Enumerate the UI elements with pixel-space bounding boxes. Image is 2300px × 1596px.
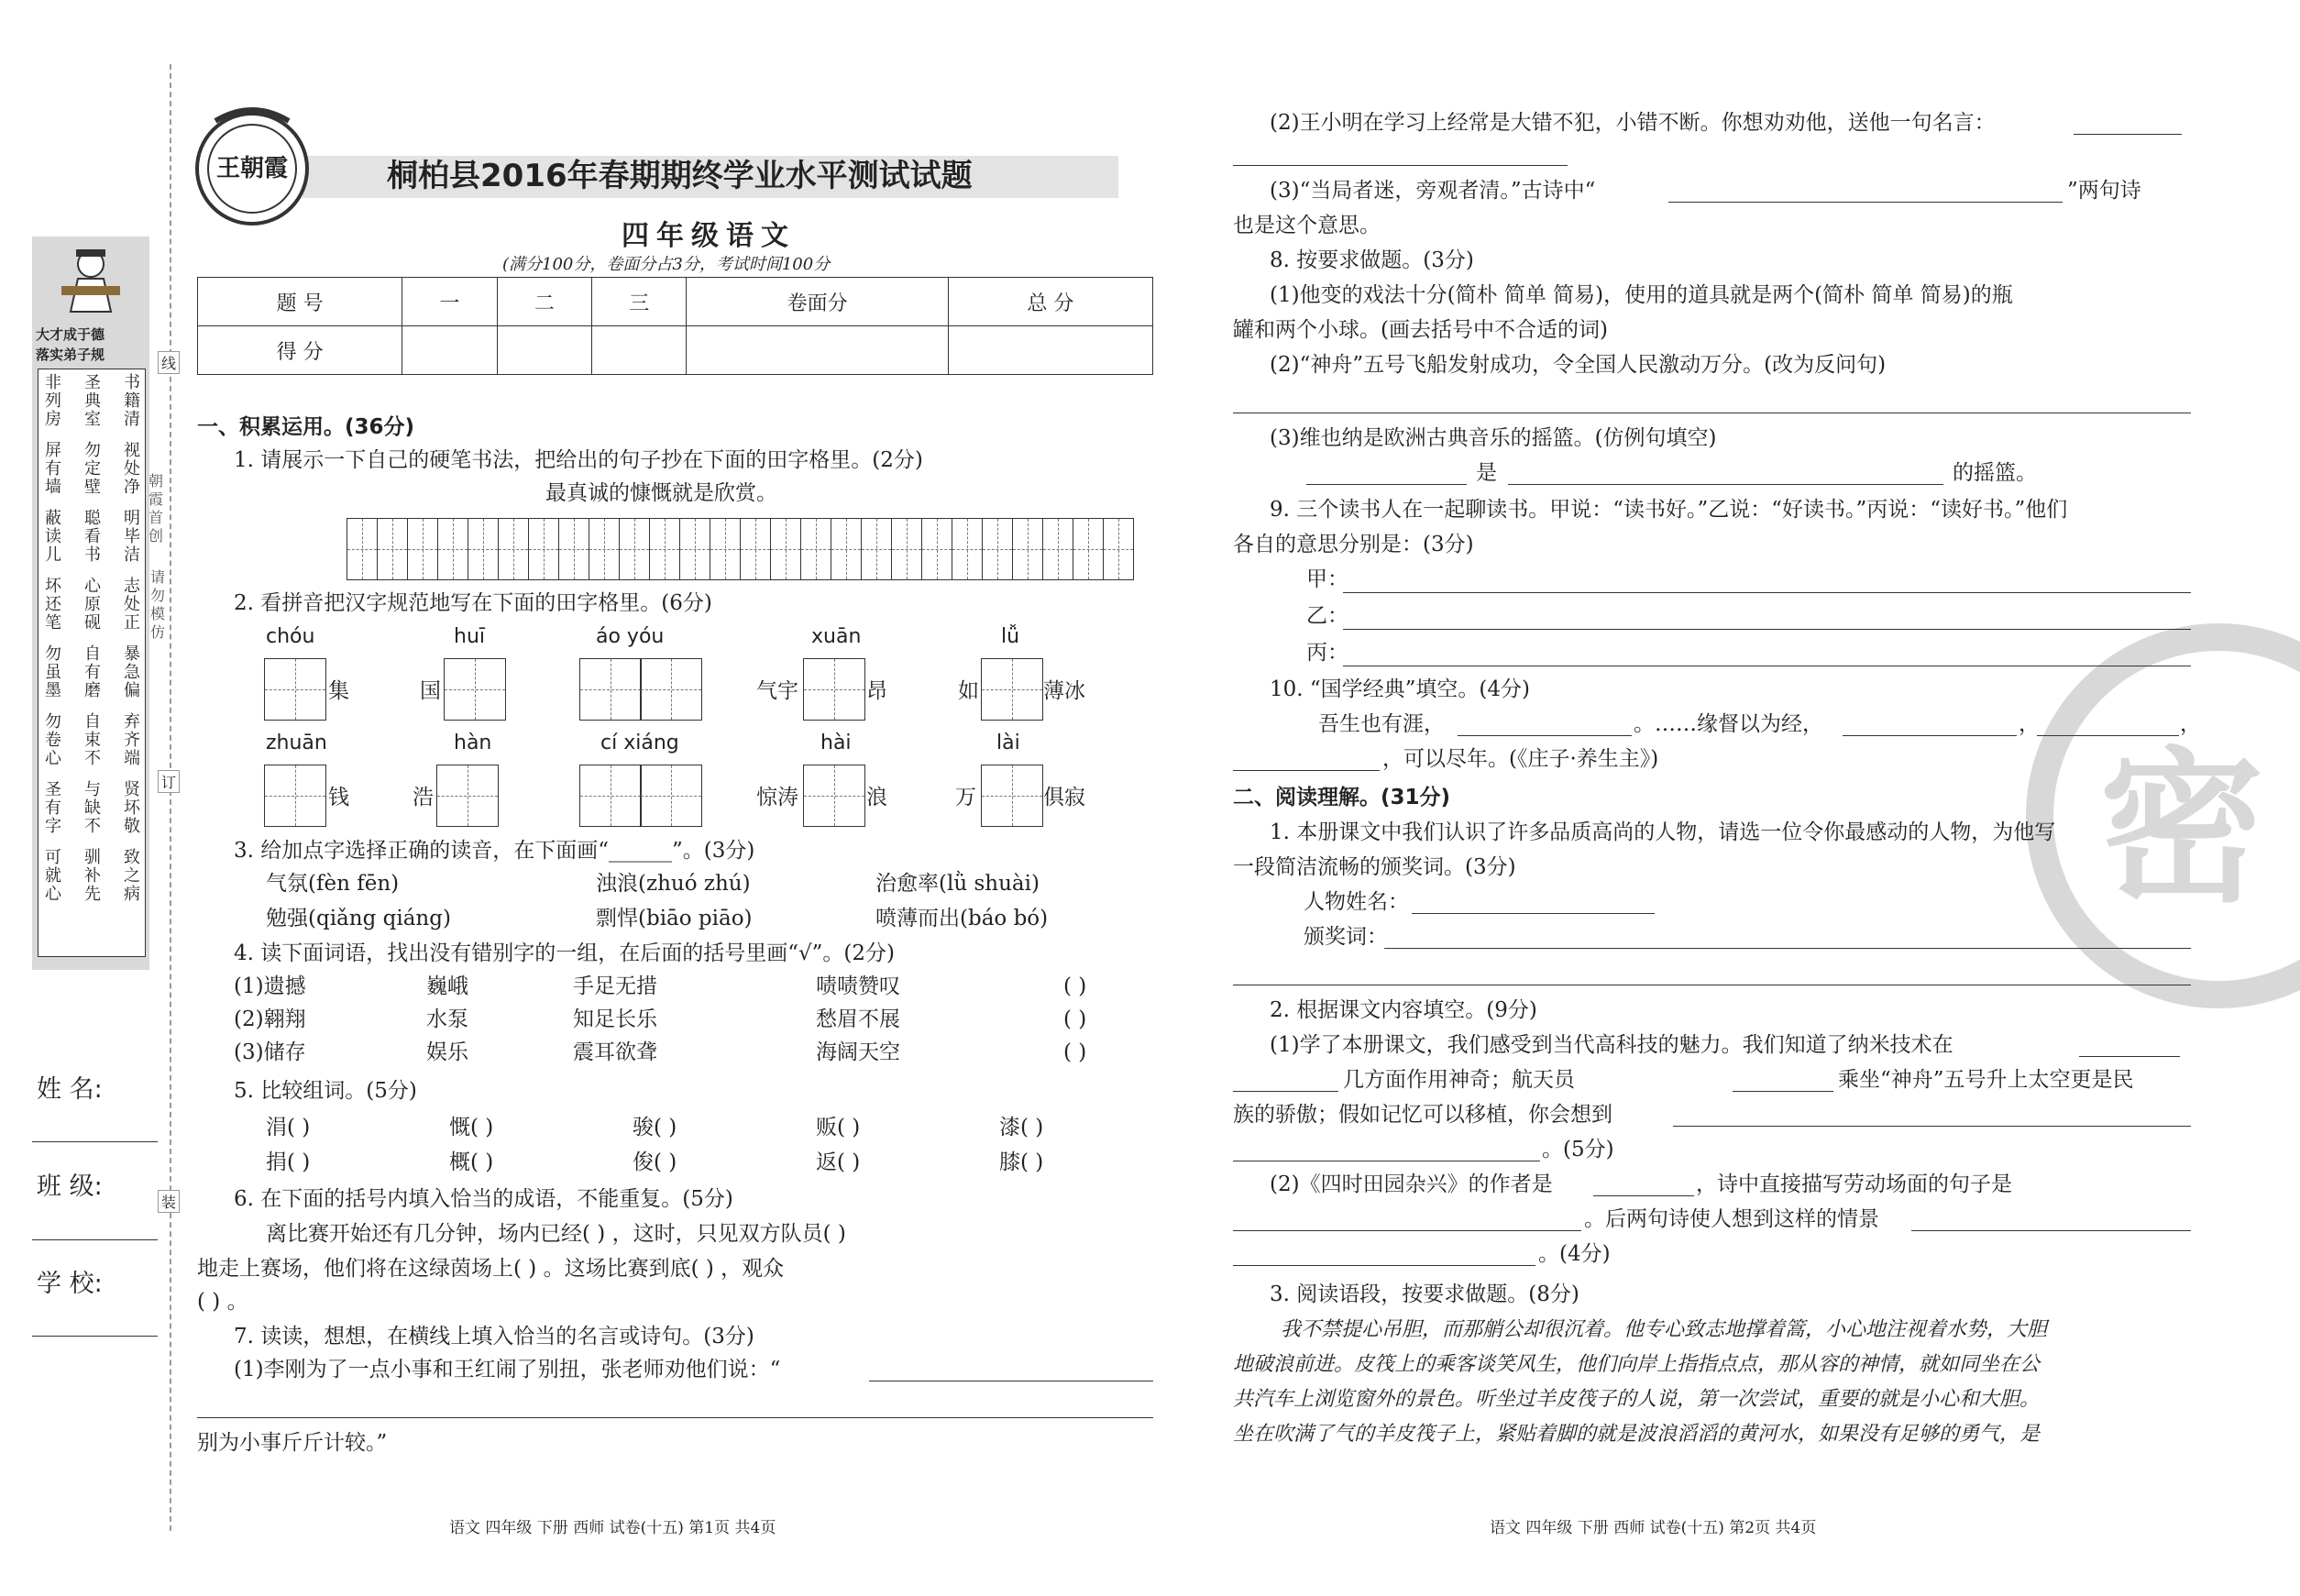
r1-name-label: 人物姓名： [1304, 890, 1409, 914]
q4-row [234, 970, 1086, 1003]
q8-2: (2)“神舟”五号飞船发射成功，令全国人民激动万分。(改为反问句) [1270, 353, 1887, 377]
name-field[interactable] [32, 1141, 158, 1142]
r2-1-text: 乘坐“神舟”五号升上太空更是民 [1838, 1068, 2134, 1092]
q8-1-tail: 罐和两个小球。(画去括号中不合适的词) [1233, 318, 1608, 342]
write-box[interactable] [264, 658, 326, 721]
poem-col: 圣有字 [45, 780, 61, 836]
word-part: 昂 [866, 679, 887, 703]
q5-item[interactable]: 概( ) [449, 1150, 494, 1174]
poem-col: 弃齐端 [124, 712, 140, 768]
binding-line [170, 64, 171, 1531]
word-part: 俱寂 [1043, 786, 1085, 809]
poem-col: 勿虽墨 [45, 644, 61, 700]
poem-col: 与缺不 [84, 780, 101, 836]
q3-option[interactable]: 治愈率(lǜ shuài) [875, 872, 1040, 896]
question-6: 6. 在下面的括号内填入恰当的成语，不能重复。(5分) [234, 1187, 733, 1211]
q6-line[interactable]: 离比赛开始还有几分钟，场内已经( ) ，这时，只见双方队员( ) [266, 1222, 846, 1246]
r2-1-answer-line[interactable] [1233, 1091, 1338, 1092]
q5-item[interactable]: 膝( ) [999, 1150, 1044, 1174]
logo-text: 王朝霞 [216, 155, 289, 182]
word-part: 惊涛 [756, 786, 798, 809]
score-input[interactable] [948, 326, 1152, 375]
q5-row-top [266, 1111, 1043, 1144]
exam-subject: 四年级语文 [622, 220, 796, 252]
question-10: 10. “国学经典”填空。(4分) [1270, 677, 1530, 701]
poem-col: 暴急偏 [124, 644, 140, 700]
poem-col: 心原砚 [84, 577, 101, 633]
pinyin: hàn [454, 732, 492, 754]
poem-list [45, 374, 140, 917]
q3-option[interactable]: 喷薄而出(báo bó) [875, 907, 1049, 930]
r2-2-text: 。(4分) [1538, 1242, 1611, 1266]
poem-col: 屏有墙 [45, 441, 61, 497]
q7-2-answer-line[interactable] [2074, 134, 2182, 135]
q10-text: ， [2180, 712, 2201, 736]
name-label: 姓 名: [37, 1075, 103, 1104]
q7-3-tail: 也是这个意思。 [1233, 214, 1381, 237]
r2-1-answer-line[interactable] [1733, 1091, 1833, 1092]
r2-1-text: 。(5分) [1542, 1138, 1614, 1161]
write-box[interactable] [436, 765, 499, 827]
q1-sentence: 最真诚的慷慨就是欣赏。 [545, 481, 777, 505]
reading-q2: 2. 根据课文内容填空。(9分) [1270, 998, 1537, 1022]
q4-word: 震耳欲聋 [573, 1040, 657, 1064]
q10-text: ， [2019, 712, 2040, 736]
q5-item[interactable]: 慨( ) [449, 1116, 494, 1139]
q8-3-answer-line[interactable] [1508, 484, 1943, 485]
r2-2: (2)《四时田园杂兴》的作者是 [1270, 1172, 1553, 1196]
score-cell: 二 [497, 278, 591, 326]
word-part: 钱 [328, 786, 349, 809]
q4-word: 水泵 [426, 1007, 468, 1031]
r1-award-label: 颁奖词： [1304, 925, 1388, 949]
question-5: 5. 比较组词。(5分) [234, 1079, 417, 1103]
word-part: 薄冰 [1043, 679, 1085, 703]
poem-col: 自有磨 [84, 644, 101, 700]
q7-1-tail: 别为小事斤斤计较。” [197, 1431, 388, 1455]
score-input[interactable] [687, 326, 948, 375]
score-input[interactable] [497, 326, 591, 375]
question-7: 7. 读读，想想，在横线上填入恰当的名言或诗句。(3分) [234, 1325, 754, 1348]
score-cell: 一 [402, 278, 497, 326]
r2-1-text: 几方面作用神奇；航天员 [1343, 1068, 1575, 1092]
q7-3-tail: ”两句诗 [2067, 179, 2141, 203]
q4-answer-paren[interactable]: ( ) [1063, 974, 1087, 998]
poem-col: 明毕洁 [124, 509, 140, 565]
q10-answer-line[interactable] [1843, 735, 2017, 736]
q5-item[interactable]: 捐( ) [266, 1150, 311, 1174]
q10-text: ，可以尽年。(《庄子·养生主》) [1382, 747, 1659, 771]
question-4: 4. 读下面词语，找出没有错别字的一组，在后面的括号里画“√”。(2分) [234, 941, 896, 965]
q1-tianzige-row[interactable] [347, 518, 1134, 580]
reading-q3: 3. 阅读语段，按要求做题。(8分) [1270, 1282, 1579, 1306]
word-part: 万 [955, 786, 976, 809]
write-box[interactable] [579, 658, 642, 721]
word-part: 气宇 [756, 679, 798, 703]
exam-title: 桐柏县2016年春期期终学业水平测试试题 [387, 158, 973, 194]
q9-label: 甲： [1306, 567, 1348, 591]
r2-2-text: ，诗中直接描写劳动场面的句子是 [1696, 1172, 2012, 1196]
class-field[interactable] [32, 1239, 158, 1240]
q3-option[interactable]: 浊浪(zhuó zhú) [596, 872, 751, 896]
r2-1-answer-line[interactable] [2079, 1056, 2180, 1057]
poem-col: 勿定壁 [84, 441, 101, 497]
q4-answer-paren[interactable]: ( ) [1063, 1040, 1087, 1064]
binding-stamp-mid: 订 [158, 770, 180, 793]
reading-q1-tail: 一段简洁流畅的颁奖词。(3分) [1233, 855, 1516, 879]
copyright-note: 朝霞首创 [148, 472, 163, 545]
score-header-row [198, 278, 1153, 326]
poem-col: 勿卷心 [45, 712, 61, 768]
q4-word: (2)翱翔 [234, 1007, 306, 1031]
q7-1: (1)李刚为了一点小事和王红闹了别扭，张老师劝他们说：“ [234, 1358, 781, 1381]
q5-item[interactable]: 漆( ) [999, 1116, 1044, 1139]
q5-item[interactable]: 涓( ) [266, 1116, 311, 1139]
q10-text: 。……缘督以为经， [1634, 712, 1823, 736]
pinyin: cí xiáng [600, 732, 679, 754]
word-part: 如 [958, 679, 979, 703]
watermark-glyph: 密 [2099, 733, 2265, 925]
poem-col: 坏还笔 [45, 577, 61, 633]
write-box[interactable] [981, 658, 1043, 721]
word-part: 集 [328, 679, 349, 703]
q4-word: (1)遗撼 [234, 974, 306, 998]
q7-2-answer-line[interactable] [1233, 165, 1568, 166]
r2-1: (1)学了本册课文，我们感受到当代高科技的魅力。我们知道了纳米技术在 [1270, 1033, 1953, 1057]
q4-word: 愁眉不展 [816, 1007, 900, 1031]
school-field[interactable] [32, 1336, 158, 1337]
q3-option[interactable]: 勉强(qiǎng qiáng) [266, 907, 451, 930]
q6-line[interactable]: 地走上赛场，他们将在这绿茵场上( ) 。这场比赛到底( ) ，观众 [197, 1257, 785, 1281]
r2-2-text: 。后两句诗使人想到这样的情景 [1584, 1207, 1879, 1231]
q5-item[interactable]: 贩( ) [816, 1116, 861, 1139]
poem-col: 书籍清 [124, 373, 140, 429]
write-box[interactable] [640, 658, 702, 721]
poem-col: 非列房 [45, 373, 61, 429]
q9-answer-line[interactable] [1343, 592, 2191, 593]
poem-col: 致之病 [124, 848, 140, 904]
binding-stamp-top: 线 [158, 351, 180, 374]
q10-answer-line[interactable] [2037, 735, 2179, 736]
q4-word: 手足无措 [573, 974, 657, 998]
q4-word: (3)储存 [234, 1040, 306, 1064]
score-cell: 题 号 [198, 278, 402, 326]
reading-passage [1233, 1313, 2191, 1452]
r1-name-field[interactable] [1412, 913, 1655, 914]
motto-line: 大才成于德 [36, 326, 105, 343]
r1-award-field[interactable] [1384, 948, 2191, 949]
page-footer-right: 语文 四年级 下册 西师 试卷(十五) 第2页 共4页 [1490, 1519, 1817, 1537]
q4-row [234, 1036, 1086, 1069]
q9-answer-line[interactable] [1343, 629, 2191, 630]
q8-1[interactable]: (1)他变的戏法十分(简朴 简单 简易)，使用的道具就是两个(简朴 简单 简易)的瓶 [1270, 283, 2013, 307]
score-value-row [198, 326, 1153, 375]
write-box[interactable] [640, 765, 702, 827]
poem-col: 贤坏敬 [124, 780, 140, 836]
q4-word: 啧啧赞叹 [816, 974, 900, 998]
score-input[interactable] [402, 326, 497, 375]
write-box[interactable] [579, 765, 642, 827]
q4-word: 海阔天空 [816, 1040, 900, 1064]
word-part: 国 [420, 679, 441, 703]
poem-col: 可就心 [45, 848, 61, 904]
pinyin: hài [820, 732, 852, 754]
reading-q1: 1. 本册课文中我们认识了许多品质高尚的人物，请选一位令你最感动的人物，为他写 [1270, 820, 2056, 844]
passage-line: 共汽车上浏览窗外的景色。听坐过羊皮筏子的人说，第一次尝试，重要的就是小心和大胆。 [1233, 1388, 2041, 1411]
write-box[interactable] [264, 765, 326, 827]
question-1: 1. 请展示一下自己的硬笔书法，把给出的句子抄在下面的田字格里。(2分) [234, 448, 923, 472]
pinyin: lǚ [1001, 625, 1020, 648]
q7-3: (3)“当局者迷，旁观者清。”古诗中“ [1270, 179, 1596, 203]
q5-item[interactable]: 俊( ) [633, 1150, 677, 1174]
score-input[interactable] [592, 326, 687, 375]
r2-2-answer-line[interactable] [1911, 1230, 2191, 1231]
q4-word: 巍峨 [426, 974, 468, 998]
q3-option[interactable]: 剽悍(biāo piāo) [596, 907, 753, 930]
score-table [197, 277, 1153, 375]
scholar-figure-icon [58, 244, 124, 317]
pinyin: áo yóu [596, 625, 665, 648]
q9-label: 丙： [1306, 641, 1348, 665]
r2-2-answer-line[interactable] [1233, 1230, 1581, 1231]
q10-answer-line[interactable] [1233, 770, 1380, 771]
poem-col: 视处净 [124, 441, 140, 497]
poem-col: 驯补先 [84, 848, 101, 904]
r2-2-answer-line[interactable] [1593, 1195, 1694, 1196]
binding-stamp-bottom: 装 [158, 1190, 180, 1213]
poem-col: 志处正 [124, 577, 140, 633]
q10-answer-line[interactable] [1458, 735, 1632, 736]
r2-2-answer-line[interactable] [1233, 1265, 1535, 1266]
motto-line: 落实弟子规 [36, 347, 105, 363]
score-cell: 卷面分 [687, 278, 948, 326]
school-label: 学 校: [37, 1270, 103, 1298]
sidebar-motto [36, 325, 105, 365]
passage-line: 我不禁提心吊胆，而那艄公却很沉着。他专心致志地撑着篙，小心地注视着水势，大胆 [1281, 1318, 2048, 1341]
q6-line[interactable]: ( ) 。 [197, 1290, 248, 1314]
q5-row-bottom [266, 1146, 1043, 1179]
score-cell: 三 [592, 278, 687, 326]
passage-line: 坐在吹满了气的羊皮筏子上，紧贴着脚的就是波浪滔滔的黄河水，如果没有足够的勇气，是 [1233, 1423, 2041, 1446]
section-2-heading: 二、阅读理解。(31分) [1233, 786, 1451, 809]
q7-2: (2)王小明在学习上经常是大错不犯，小错不断。你想劝劝他，送他一句名言： [1270, 111, 1996, 135]
word-part: 浩 [413, 786, 434, 809]
word-part: 浪 [866, 786, 887, 809]
q5-item[interactable]: 返( ) [816, 1150, 861, 1174]
q8-3-answer-line[interactable] [1306, 484, 1467, 485]
page-footer-left: 语文 四年级 下册 西师 试卷(十五) 第1页 共4页 [449, 1519, 776, 1537]
exam-note: (满分100分，卷面分占3分，考试时间100分 [502, 255, 831, 274]
score-cell: 得 分 [198, 326, 402, 375]
q4-word: 娱乐 [426, 1040, 468, 1064]
passage-line: 地破浪前进。皮筏上的乘客谈笑风生，他们向岸上指指点点，那从容的神情，就如同坐在公 [1233, 1353, 2041, 1376]
write-box[interactable] [803, 658, 865, 721]
question-2: 2. 看拼音把汉字规范地写在下面的田字格里。(6分) [234, 591, 712, 615]
copyright-note: 请勿模仿 [149, 568, 165, 641]
r2-1-text: 族的骄傲；假如记忆可以移植，你会想到 [1233, 1103, 1612, 1127]
pinyin: chóu [266, 625, 315, 648]
q4-word: 知足长乐 [573, 1007, 657, 1031]
question-3: 3. 给加点字选择正确的读音，在下面画“______”。(3分) [234, 839, 755, 863]
q8-3-word: 是 [1476, 461, 1497, 485]
pinyin: xuān [811, 625, 862, 648]
sidebar-panel [32, 237, 149, 970]
q8-3: (3)维也纳是欧洲古典音乐的摇篮。(仿例句填空) [1270, 426, 1717, 450]
write-box[interactable] [803, 765, 865, 827]
q4-row [234, 1003, 1086, 1036]
poem-col: 蔽读儿 [45, 509, 61, 565]
write-box[interactable] [981, 765, 1043, 827]
question-9: 9. 三个读书人在一起聊读书。甲说：“读书好。”乙说：“好读书。”丙说：“读好书。”他们 [1270, 498, 2068, 522]
pinyin: lài [996, 732, 1020, 754]
poem-col: 自束不 [84, 712, 101, 768]
q7-3-answer-line[interactable] [1668, 202, 2063, 203]
poem-col: 圣典室 [84, 373, 101, 429]
poem-col: 聪看书 [84, 509, 101, 565]
write-box[interactable] [444, 658, 506, 721]
question-9-tail: 各自的意思分别是：(3分) [1233, 533, 1474, 556]
q8-3-word: 的摇篮。 [1953, 461, 2037, 485]
question-8: 8. 按要求做题。(3分) [1270, 248, 1474, 272]
q7-1-answer-line[interactable] [197, 1417, 1153, 1418]
q4-answer-paren[interactable]: ( ) [1063, 1007, 1087, 1031]
q5-item[interactable]: 骏( ) [633, 1116, 677, 1139]
class-label: 班 级: [37, 1172, 103, 1201]
q3-option[interactable]: 气氛(fèn fēn) [266, 872, 400, 896]
pinyin: zhuān [266, 732, 327, 754]
q10-text: 吾生也有涯， [1318, 712, 1445, 736]
q9-label: 乙： [1306, 604, 1348, 628]
r2-1-answer-line[interactable] [1673, 1126, 2191, 1127]
score-cell: 总 分 [948, 278, 1152, 326]
section-1-heading: 一、积累运用。(36分) [197, 415, 415, 439]
pinyin: huī [454, 625, 485, 648]
